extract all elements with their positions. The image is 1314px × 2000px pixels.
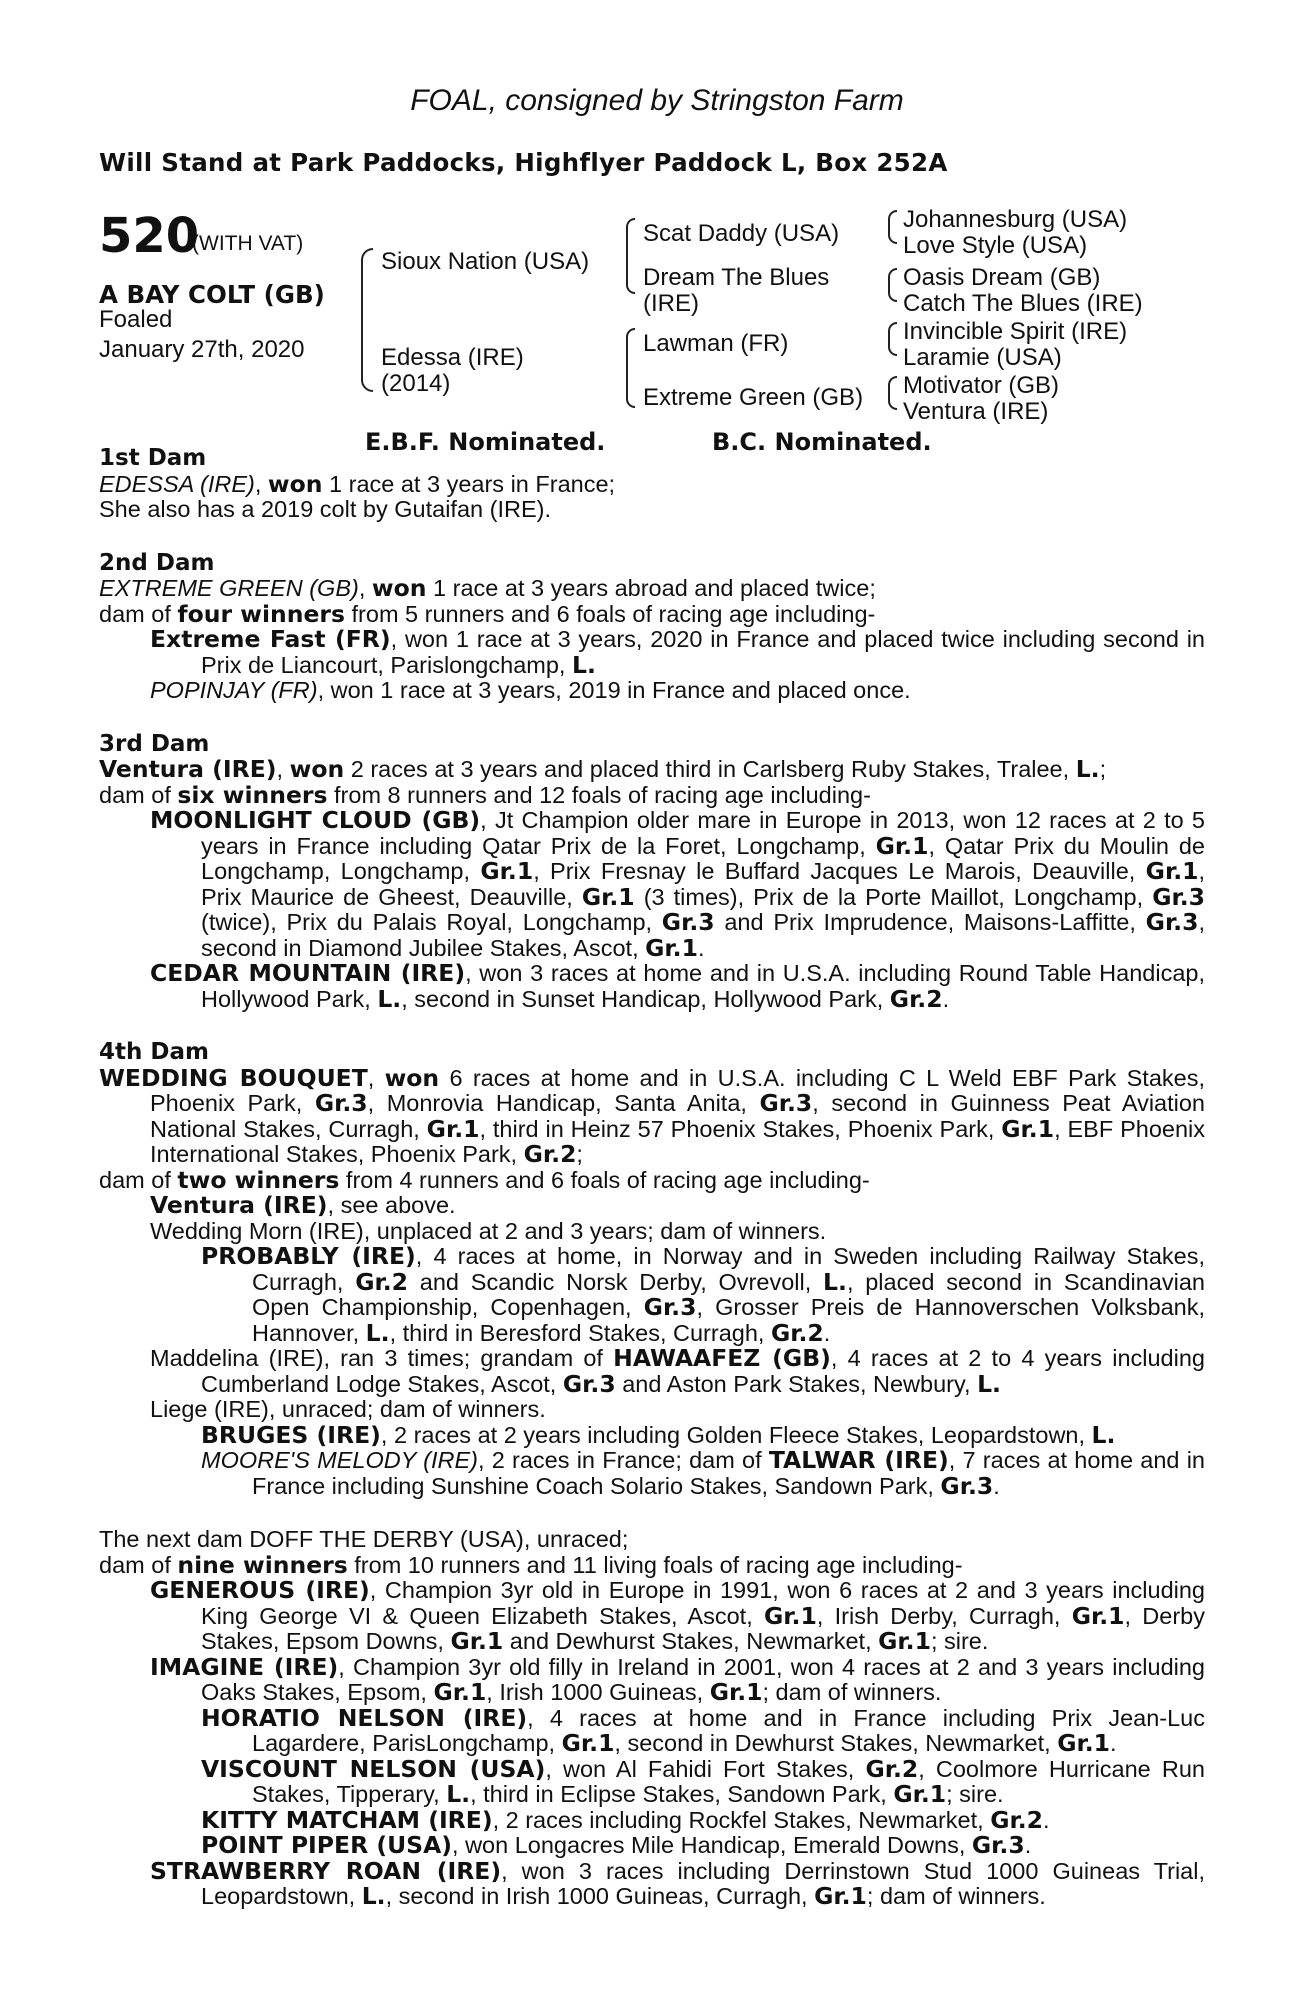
ped-g8: Ventura (IRE) <box>903 398 1049 425</box>
brace-g34 <box>888 268 897 302</box>
text: , third in Beresford Stakes, Curragh, <box>389 1319 771 1346</box>
horse-name: GENEROUS (IRE) <box>150 1576 370 1604</box>
dam2-summary <box>99 599 1205 628</box>
text: , Jt Champion older mare in Europe in 2013, won 12 races at 2 to 5 years in France including Qatar Prix de la Foret, Longchamp, <box>201 807 1205 859</box>
text: , Champion 3yr old in Europe in 1991, won 6 races at 2 and 3 years including King George VI & Queen Elizabeth Stakes, Ascot, <box>201 1577 1205 1629</box>
text: , <box>254 470 268 497</box>
brace-g56 <box>888 322 897 356</box>
text: Gr.3 <box>314 1089 368 1117</box>
text: , placed second in Scandinavian Open Championship, Copenhagen, <box>252 1268 1205 1320</box>
horse-name: STRAWBERRY ROAN (IRE) <box>150 1856 502 1885</box>
text: six winners <box>177 780 328 809</box>
text: Gr.2 <box>889 984 943 1013</box>
text: , Irish 1000 Guineas, <box>486 1679 710 1705</box>
dam1-name: EDESSA (IRE) <box>99 470 255 497</box>
dam3-summary <box>99 780 1205 809</box>
horse-name: MOORE'S MELODY (IRE) <box>201 1447 479 1473</box>
text: Gr.1 <box>645 933 698 962</box>
text: , Prix Maurice de Gheest, Deauville, <box>201 858 1206 910</box>
produce-entry <box>99 1193 1205 1219</box>
text: Gr.1 <box>893 1780 947 1808</box>
text: , won Al Fahidi Fort Stakes, <box>545 1755 866 1782</box>
brace-g12 <box>888 210 897 244</box>
sire-dam-line2: (IRE) <box>643 290 699 317</box>
text: 1 race at 3 years in France; <box>322 470 616 497</box>
text: , 7 races at home and in France including Sunshine Coach Solario Stakes, Sandown Park, <box>252 1447 1205 1499</box>
text: L. <box>361 1882 386 1910</box>
dam3-name: Ventura (IRE) <box>99 755 277 783</box>
text: . <box>697 934 705 961</box>
sire-sire: Scat Daddy (USA) <box>643 220 840 247</box>
next-dam-line: The next dam DOFF THE DERBY (USA), unraced; <box>99 1526 629 1552</box>
text: dam of <box>99 1551 178 1578</box>
ped-g3: Oasis Dream (GB) <box>903 264 1101 291</box>
text: , Derby Stakes, Epsom Downs, <box>201 1602 1205 1654</box>
text: , 2 races at 2 years including Golden Fleece Stakes, Leopardstown, <box>380 1421 1092 1448</box>
text: , Champion 3yr old filly in Ireland in 2001, won 4 races at 2 and 3 years including Oaks Stakes, Epsom, <box>201 1653 1205 1705</box>
dam-year: (2014) <box>381 370 451 397</box>
text: 2 races at 3 years and placed third in Carlsberg Ruby Stakes, Tralee, <box>344 756 1076 782</box>
text: , Coolmore Hurricane Run Stakes, Tipperary, <box>252 1755 1205 1807</box>
text: , <box>276 756 290 782</box>
horse-name: HORATIO NELSON (IRE) <box>201 1703 528 1732</box>
lot-number: 520 <box>99 208 200 264</box>
text: L. <box>977 1369 1001 1398</box>
dam1-line <box>99 469 1205 498</box>
text: Gr.1 <box>426 1114 480 1143</box>
text: Gr.1 <box>433 1678 487 1706</box>
ebf-nominated: E.B.F. Nominated. <box>365 428 606 456</box>
text: Gr.3 <box>759 1089 813 1117</box>
text: , won 3 races at home and in U.S.A. including Round Table Handicap, Hollywood Park, <box>201 960 1205 1012</box>
text: (3 times), Prix de la Porte Maillot, Longchamp, <box>634 883 1153 910</box>
dam4-summary <box>99 1165 1205 1194</box>
produce-entry <box>99 808 1205 961</box>
horse-name: POPINJAY (FR) <box>150 677 318 703</box>
text: , Qatar Prix du Moulin de Longchamp, Longchamp, <box>201 832 1205 884</box>
text: dam of <box>99 600 178 627</box>
dam-brace <box>626 328 635 408</box>
text: , second in Diamond Jubilee Stakes, Ascot, <box>201 909 1205 961</box>
text: , second in Guinness Peat Aviation National Stakes, Curragh, <box>150 1090 1205 1142</box>
text: dam of <box>99 781 178 808</box>
dam1-title: 1st Dam <box>99 445 207 471</box>
text: ; sire. <box>930 1628 989 1654</box>
dam-sire: Lawman (FR) <box>643 330 789 357</box>
text: . <box>823 1319 831 1346</box>
text: Gr.1 <box>1057 1729 1110 1757</box>
text: , second in Sunset Handicap, Hollywood Park, <box>401 985 890 1012</box>
text: (twice), Prix du Palais Royal, Longchamp, <box>201 909 662 935</box>
text: Maddelina (IRE), ran 3 times; grandam of <box>150 1345 614 1371</box>
text: , EBF Phoenix International Stakes, Phoenix Park, <box>150 1115 1205 1167</box>
ped-g5: Invincible Spirit (IRE) <box>903 318 1128 345</box>
dam1-produce: She also has a 2019 colt by Gutaifan (IRE). <box>99 496 551 522</box>
stand-location: Will Stand at Park Paddocks, Highflyer Paddock L, Box 252A <box>99 148 948 177</box>
text: Gr.1 <box>814 1882 867 1910</box>
produce-entry <box>99 1833 1205 1859</box>
text: and Prix Imprudence, Maisons-Laffitte, <box>714 909 1146 935</box>
horse-name: KITTY MATCHAM (IRE) <box>201 1805 493 1834</box>
text: TALWAR (IRE) <box>768 1446 949 1474</box>
produce-entry <box>99 1856 1205 1910</box>
horse-name: POINT PIPER (USA) <box>201 1831 453 1859</box>
horse-name: PROBABLY (IRE) <box>201 1242 416 1270</box>
ped-g1: Johannesburg (USA) <box>903 206 1128 233</box>
text: , Irish Derby, Curragh, <box>816 1602 1072 1629</box>
text: Gr.1 <box>480 857 534 885</box>
text: and Aston Park Stakes, Newbury, <box>615 1370 978 1397</box>
horse-name: Extreme Fast (FR) <box>150 625 391 653</box>
horse-name: BRUGES (IRE) <box>201 1420 381 1449</box>
dam3-line <box>99 757 1205 783</box>
text: and Scandic Norsk Derby, Ovrevoll, <box>408 1268 824 1295</box>
text: L. <box>1075 755 1100 783</box>
produce-entry <box>99 1652 1205 1706</box>
produce-entry <box>99 1244 1205 1346</box>
horse-name: HAWAAFEZ (GB) <box>613 1344 831 1372</box>
text: L. <box>365 1318 390 1347</box>
dam2-name: EXTREME GREEN (GB) <box>99 575 359 601</box>
text: , 2 races including Rockfel Stakes, Newmarket, <box>492 1806 991 1833</box>
sire-dam-line1: Dream The Blues <box>643 264 830 291</box>
catalogue-text <box>99 446 1205 1910</box>
text: Gr.1 <box>709 1678 763 1706</box>
foaled-label: Foaled <box>99 306 173 333</box>
produce-entry <box>99 1703 1206 1757</box>
text: , <box>358 575 372 601</box>
text: Gr.1 <box>561 1729 615 1757</box>
dam4-title: 4th Dam <box>99 1039 209 1065</box>
horse-name: VISCOUNT NELSON (USA) <box>201 1754 546 1783</box>
text: Gr.1 <box>1145 857 1199 885</box>
sire-brace <box>626 218 635 294</box>
text: Gr.1 <box>1001 1114 1055 1143</box>
text: from 5 runners and 6 foals of racing age including- <box>345 600 876 627</box>
produce-entry <box>99 1578 1205 1655</box>
dam4-line <box>99 1063 1206 1168</box>
text: dam of <box>99 1166 178 1193</box>
text: L. <box>1091 1420 1116 1449</box>
text: Gr.3 <box>971 1831 1025 1859</box>
horse-name: MOONLIGHT CLOUD (GB) <box>150 806 481 834</box>
ped-g6: Laramie (USA) <box>903 344 1062 371</box>
bc-nominated: B.C. Nominated. <box>712 428 932 456</box>
text: L. <box>446 1780 471 1808</box>
text: Gr.3 <box>1145 908 1199 936</box>
text: . <box>1043 1806 1050 1833</box>
text: from 10 runners and 11 living foals of racing age including- <box>347 1551 963 1578</box>
text: ; sire. <box>946 1781 1004 1807</box>
foaled-date: January 27th, 2020 <box>99 336 305 363</box>
text: , 4 races at home, in Norway and in Sweden including Railway Stakes, Curragh, <box>252 1243 1205 1295</box>
text: . <box>1024 1832 1032 1858</box>
produce-entry <box>99 1346 1205 1397</box>
lot-description: A BAY COLT (GB) <box>99 280 325 309</box>
dam3-title: 3rd Dam <box>99 730 210 757</box>
dam4-name: WEDDING BOUQUET <box>99 1063 368 1092</box>
sire-dam-brace <box>361 248 373 392</box>
text: , 4 races at home and in France including Prix Jean-Luc Lagardere, ParisLongchamp, <box>252 1704 1206 1756</box>
text: Gr.2 <box>990 1805 1044 1834</box>
text: . <box>993 1472 1000 1499</box>
text: , won 1 race at 3 years, 2019 in France and placed once. <box>317 677 911 703</box>
text: Gr.1 <box>1071 1601 1125 1630</box>
text: from 8 runners and 12 foals of racing age including- <box>327 781 871 808</box>
vat-label: (WITH VAT) <box>192 232 304 255</box>
text: 6 races at home and in U.S.A. including C L Weld EBF Park Stakes, Phoenix Park, <box>150 1064 1206 1116</box>
text: , Prix Fresnay le Buffard Jacques Le Marois, Deauville, <box>533 858 1146 884</box>
text: ; dam of winners. <box>762 1679 942 1705</box>
text: Gr.2 <box>523 1140 577 1168</box>
text: won <box>384 1063 440 1092</box>
text: Gr.3 <box>1152 882 1205 911</box>
text: 1 race at 3 years abroad and placed twice; <box>426 575 876 601</box>
produce-entry <box>99 627 1205 678</box>
text: . <box>942 985 950 1012</box>
text: L. <box>377 984 402 1013</box>
text: , third in Eclipse Stakes, Sandown Park, <box>470 1781 894 1807</box>
text: ; <box>576 1141 583 1167</box>
text: , second in Dewhurst Stakes, Newmarket, <box>614 1730 1058 1756</box>
produce-entry <box>99 678 1205 704</box>
produce-entry <box>99 1448 1205 1499</box>
text: won <box>371 574 427 602</box>
text: , Grosser Preis de Hannoverschen Volksbank, Hannover, <box>252 1294 1205 1346</box>
horse-name: Ventura (IRE) <box>150 1191 328 1219</box>
text: , won 1 race at 3 years, 2020 in France and placed twice including second in Prix de Liancourt, Parislongchamp, <box>201 626 1205 678</box>
text: , <box>367 1064 385 1091</box>
text: won <box>289 755 345 783</box>
produce-entry: Liege (IRE), unraced; dam of winners. <box>150 1396 546 1422</box>
text: L. <box>823 1267 847 1296</box>
text: ; <box>1099 756 1107 782</box>
text: from 4 runners and 6 foals of racing age including- <box>339 1166 870 1193</box>
text: nine winners <box>177 1550 348 1579</box>
horse-name: IMAGINE (IRE) <box>150 1652 339 1681</box>
text: Gr.3 <box>562 1369 616 1398</box>
horse-name: CEDAR MOUNTAIN (IRE) <box>150 959 466 987</box>
text: Gr.1 <box>450 1627 504 1655</box>
text: , see above. <box>327 1192 456 1218</box>
produce-entry <box>99 961 1205 1012</box>
text: Gr.1 <box>875 831 929 860</box>
text: Gr.3 <box>661 908 715 936</box>
dam-name: Edessa (IRE) <box>381 344 524 371</box>
text: , second in Irish 1000 Guineas, Curragh, <box>385 1883 815 1909</box>
produce-entry <box>99 1754 1205 1808</box>
text: won <box>267 469 323 498</box>
text: ; dam of winners. <box>866 1883 1046 1909</box>
produce-entry <box>99 1420 1205 1449</box>
text: Gr.3 <box>940 1471 994 1500</box>
text: Gr.1 <box>581 882 635 911</box>
text: Gr.2 <box>865 1754 919 1783</box>
text: , Monrovia Handicap, Santa Anita, <box>367 1090 760 1116</box>
text: L. <box>571 650 596 679</box>
next-dam-summary <box>99 1550 1205 1579</box>
text: and Dewhurst Stakes, Newmarket, <box>503 1628 879 1654</box>
sire-name: Sioux Nation (USA) <box>381 248 590 275</box>
text: Gr.1 <box>878 1627 931 1655</box>
produce-entry <box>99 1805 1205 1834</box>
consignment-title: FOAL, consigned by Stringston Farm <box>410 84 904 117</box>
text: , 2 races in France; dam of <box>478 1447 769 1473</box>
text: , third in Heinz 57 Phoenix Stakes, Phoenix Park, <box>479 1115 1002 1142</box>
text: Gr.3 <box>643 1293 697 1321</box>
dam-dam: Extreme Green (GB) <box>643 384 864 411</box>
ped-g2: Love Style (USA) <box>903 232 1088 259</box>
text: , won 3 races including Derrinstown Stud 1000 Guineas Trial, Leopardstown, <box>201 1857 1205 1909</box>
text: four winners <box>177 599 345 628</box>
text: Gr.2 <box>355 1267 409 1296</box>
text: Gr.2 <box>770 1318 824 1347</box>
text: two winners <box>177 1165 340 1194</box>
text: , 4 races at 2 to 4 years including Cumberland Lodge Stakes, Ascot, <box>201 1345 1205 1397</box>
dam2-title: 2nd Dam <box>99 549 215 576</box>
ped-g4: Catch The Blues (IRE) <box>903 290 1143 317</box>
text: , won Longacres Mile Handicap, Emerald Downs, <box>452 1832 972 1858</box>
dam2-line <box>99 576 1205 602</box>
brace-g78 <box>888 376 897 410</box>
text: . <box>1110 1730 1117 1756</box>
produce-entry: Wedding Morn (IRE), unplaced at 2 and 3 years; dam of winners. <box>150 1217 827 1244</box>
text: Gr.1 <box>764 1601 817 1630</box>
ped-g7: Motivator (GB) <box>903 372 1060 399</box>
